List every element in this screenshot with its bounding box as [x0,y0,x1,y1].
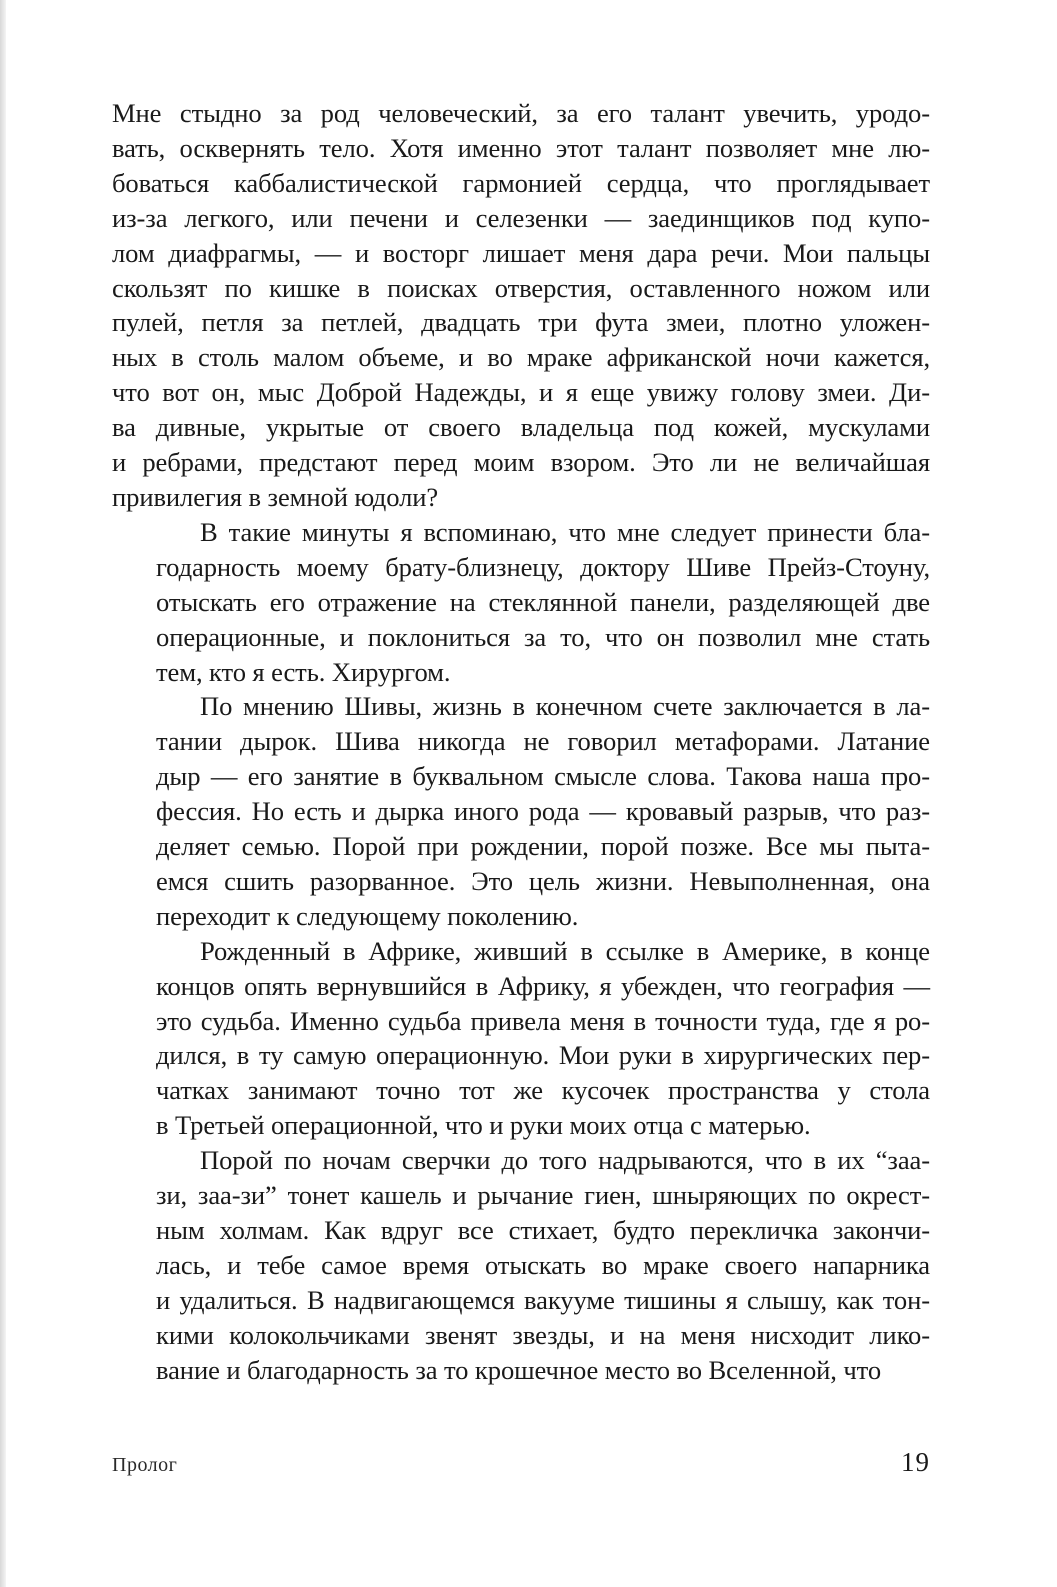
text-line: Порой по ночам сверчки до того надрываются, что в их “заа- [200,1145,930,1176]
page-number: 19 [901,1447,930,1477]
running-head: Пролог [112,1454,178,1476]
text-line: тании дырок. Шива никогда не говорил метафорами. Латание [156,726,930,757]
text-line: зи, заа-зи” тонет кашель и рычание гиен, шныряющих по окрест- [156,1180,930,1211]
text-line: в Третьей операционной, что и руки моих отца с матерью. [156,1110,811,1141]
page-footer [112,1447,930,1478]
text-line: отыскать его отражение на стеклянной панели, разделяющей две [156,586,930,617]
body-text [112,96,930,1388]
text-line: переходит к следующему поколению. [156,900,579,931]
page-edge-shadow [0,0,6,1587]
text-line: В такие минуты я вспоминаю, что мне следует принести бла- [200,516,930,547]
text-line: чатках занимают точно тот же кусочек пространства у стола [156,1075,930,1106]
paragraph [112,515,930,690]
text-line: это судьба. Именно судьба привела меня в точности туда, где я ро- [156,1005,930,1036]
text-line: концов опять вернувшийся в Африку, я убежден, что география — [156,970,930,1001]
text-line: годарность моему брату-близнецу, доктору Шиве Прейз-Стоуну, [156,551,930,582]
text-line: пулей, петля за петлей, двадцать три фута змеи, плотно уложен- [112,307,930,338]
text-line: и удалиться. В надвигающемся вакууме тишины я слышу, как тон- [156,1284,930,1315]
paragraph [112,689,930,933]
text-line: кими колокольчиками звенят звезды, и на меня нисходит лико- [156,1319,930,1350]
paragraph [112,96,930,515]
text-line: Мне стыдно за род человеческий, за его талант увечить, уродо- [112,98,930,128]
text-line: тем, кто я есть. Хирургом. [156,656,451,687]
text-line: ва дивные, укрытые от своего владельца под кожей, мускулами [112,412,930,443]
text-line: скользят по кишке в поисках отверстия, оставленного ножом или [112,272,930,303]
text-line: лом диафрагмы, — и восторг лишает меня дара речи. Мои пальцы [112,237,930,268]
text-line: деляет семью. Порой при рождении, порой позже. Все мы пыта- [156,831,930,862]
text-line: фессия. Но есть и дырка иного рода — кровавый разрыв, что раз- [156,796,930,827]
text-line: боваться каббалистической гармонией сердца, что проглядывает [112,167,930,198]
text-line: вание и благодарность за то крошечное место во Вселенной, что [156,1354,882,1385]
text-line: ным холмам. Как вдруг все стихает, будто перекличка закончи- [156,1215,930,1245]
text-line: дился, в ту самую операционную. Мои руки в хирургических пер- [156,1040,930,1071]
text-line: и ребрами, предстают перед моим взором. Это ли не величайшая [112,447,930,478]
text-line: Рожденный в Африке, живший в ссылке в Америке, в конце [200,935,930,966]
text-line: привилегия в земной юдоли? [112,481,439,512]
text-line: из-за легкого, или печени и селезенки — заединщиков под купо- [112,202,930,233]
paragraph [112,934,930,1143]
text-line: лась, и тебе самое время отыскать во мраке своего напарника [156,1249,930,1280]
paragraph [112,1143,930,1387]
text-line: операционные, и поклониться за то, что он позволил мне стать [156,621,930,652]
text-line: вать, осквернять тело. Хотя именно этот талант позволяет мне лю- [112,132,930,163]
text-line: По мнению Шивы, жизнь в конечном счете заключается в ла- [200,691,930,722]
text-line: дыр — его занятие в буквальном смысле слова. Такова наша про- [156,761,930,792]
text-line: что вот он, мыс Доброй Надежды, и я еще увижу голову змеи. Ди- [112,377,930,408]
text-line: ных в столь малом объеме, и во мраке африканской ночи кажется, [112,342,930,373]
text-line: емся сшить разорванное. Это цель жизни. Невыполненная, она [156,865,930,896]
